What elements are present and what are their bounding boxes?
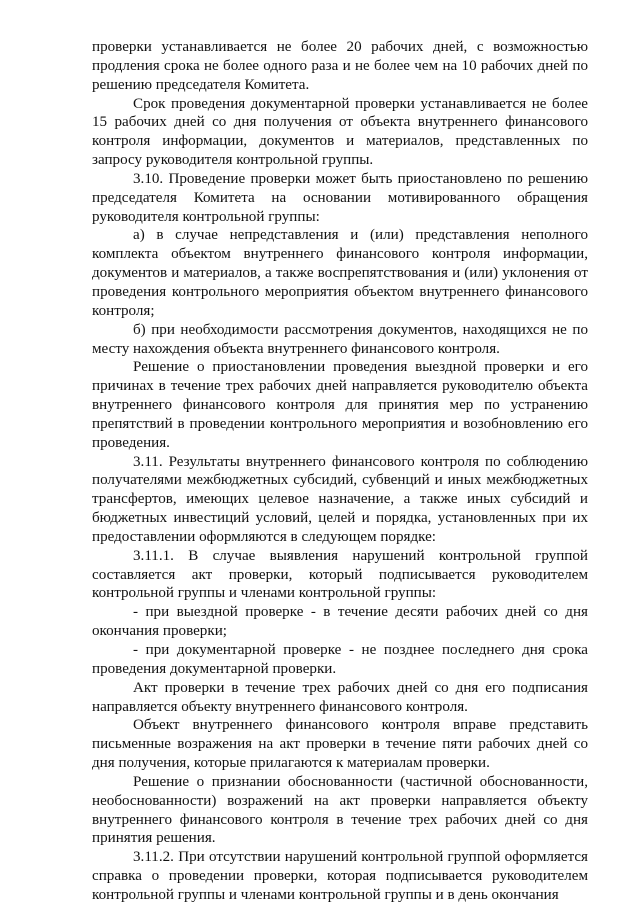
paragraph-3-11-1: 3.11.1. В случае выявления нарушений контрольной группой составляется акт проверки, который подписывается руководителем контрольной группы и членами контрольной группы: <box>92 547 588 602</box>
paragraph-suspension-decision: Решение о приостановлении проведения выездной проверки и его причинах в течение трех рабочих дней направляется руководителю объекта внутреннего финансового контроля для принятия мер по устранению препятствий в проведении контрольного мероприятия и возобновлению его проведения. <box>92 359 588 451</box>
paragraph-objections-decision: Решение о признании обоснованности (частичной обоснованности, необоснованности) возражений на акт проверки направляется объекту внутреннего финансового контроля в течение трех рабочих дней со дня принятия решения. <box>92 773 588 847</box>
paragraph-continuation: проверки устанавливается не более 20 рабочих дней, с возможностью продления срока не более одного раза и не более чем на 10 рабочих дней по решению председателя Комитета. <box>92 39 588 93</box>
paragraph-objections: Объект внутреннего финансового контроля вправе представить письменные возражения на акт проверки в течение пяти рабочих дней со дня получения, которые прилагаются к материалам проверки. <box>92 717 588 772</box>
paragraph-documentary-check-term: Срок проведения документарной проверки устанавливается не более 15 рабочих дней со дня получения от объекта внутреннего финансового контроля информации, документов и материалов, представленных по запросу руководителя контрольной группы. <box>92 95 588 169</box>
list-item-documentary-check: - при документарной проверке - не позднее последнего дня срока проведения документарной проверки. <box>92 642 588 677</box>
document-body <box>92 38 588 905</box>
paragraph-3-11: 3.11. Результаты внутреннего финансового контроля по соблюдению получателями межбюджетных субсидий, субвенций и иных межбюджетных трансфертов, имеющих целевое назначение, а также иных субсидий и бюджетных инвестиций условий, целей и порядка, установленных при их предоставлении оформляются в следующем порядке: <box>92 453 588 545</box>
paragraph-3-10-a: а) в случае непредставления и (или) представления неполного комплекта объектом внутреннего финансового контроля информации, документов и материалов, а также воспрепятствования и (или) уклонения от проведения контрольного мероприятия объектом внутреннего финансового контроля; <box>92 227 588 319</box>
paragraph-3-10-b: б) при необходимости рассмотрения документов, находящихся не по месту нахождения объекта внутреннего финансового контроля. <box>92 321 588 357</box>
paragraph-3-10: 3.10. Проведение проверки может быть приостановлено по решению председателя Комитета на основании мотивированного обращения руководителя контрольной группы: <box>92 170 588 225</box>
paragraph-3-11-2: 3.11.2. При отсутствии нарушений контрольной группой оформляется справка о проведении проверки, которая подписывается руководителем контрольной группы и членами контрольной группы и в день окончания <box>92 849 588 903</box>
paragraph-act-delivery: Акт проверки в течение трех рабочих дней со дня его подписания направляется объекту внутреннего финансового контроля. <box>92 679 588 715</box>
list-item-field-check: - при выездной проверке - в течение десяти рабочих дней со дня окончания проверки; <box>92 604 588 640</box>
